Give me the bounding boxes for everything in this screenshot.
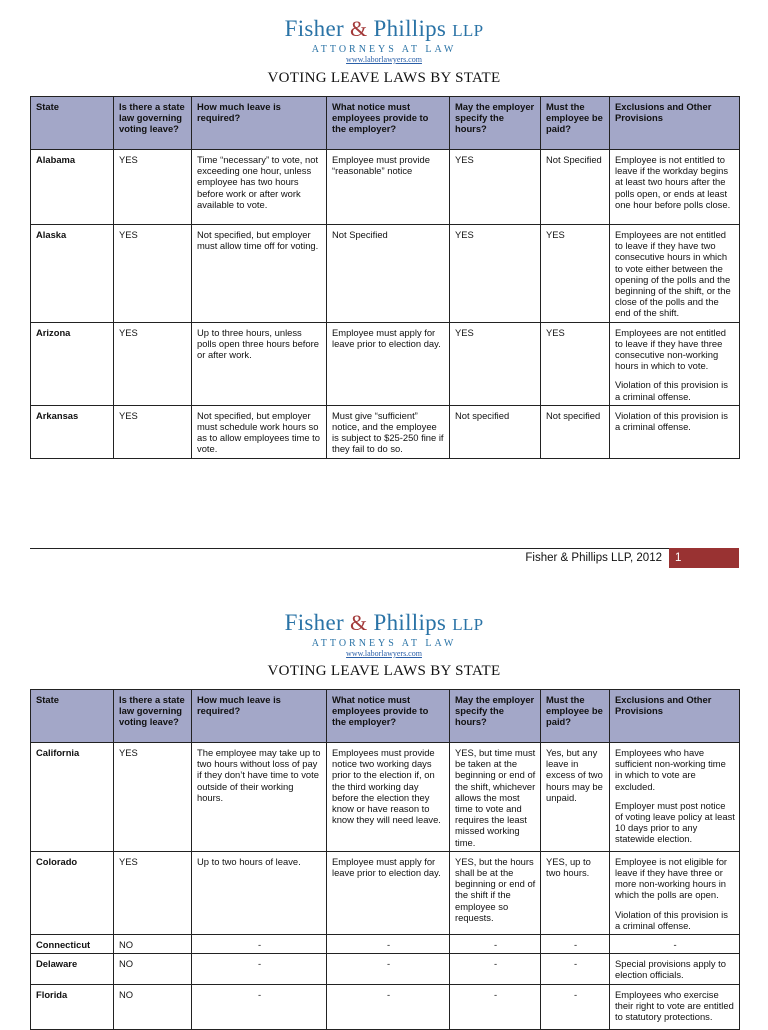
exclusions-cell: Employees who exercise their right to vote are entitled to statutory protections. [610,984,740,1029]
state-cell: Arizona [31,322,114,405]
table-row-delaware [31,954,740,984]
notice-cell: Employees must provide notice two working days prior to the election if, on the third working day before the election they know or have reason to know they will need leave. [327,743,450,852]
page-number-badge: 1 [669,548,739,568]
hours-cell: - [450,935,541,954]
state-cell: Alabama [31,150,114,225]
hours-cell: - [450,984,541,1029]
leave-cell: - [192,984,327,1029]
state-cell: Colorado [31,851,114,934]
page-title: VOTING LEAVE LAWS BY STATE [267,663,501,679]
firm-logo [0,610,768,659]
paid-cell: YES [541,322,610,405]
notice-cell: - [327,984,450,1029]
leave-cell: Time “necessary” to vote, not exceeding one hour, unless employee has two hours before work or after work available to vote. [192,150,327,225]
logo-url-link[interactable]: www.laborlawyers.com [346,55,422,64]
paid-cell: - [541,954,610,984]
footer-text: Fisher & Phillips LLP, 2012 [525,552,662,564]
column-header: May the employer specify the hours? [450,97,541,150]
logo-tagline: ATTORNEYS AT LAW [311,44,457,55]
voting-leave-table-page-1 [30,96,740,459]
table-row-connecticut [31,935,740,954]
exclusions-cell: Employee is not entitled to leave if the workday begins at least two hours after the polls open, or ends at least one hour before polls close. [610,150,740,225]
state-cell: Arkansas [31,405,114,458]
paid-cell: Not Specified [541,150,610,225]
table-row-colorado [31,851,740,934]
exclusions-cell: Employee is not eligible for leave if they have three or more non-working hours in which the polls are open. Violation of this provision is a criminal offense. [610,851,740,934]
column-header: May the employer specify the hours? [450,690,541,743]
table-header-row [31,690,740,743]
leave-cell: The employee may take up to two hours without loss of pay if they don’t have time to vote outside of their working hours. [192,743,327,852]
leave-cell: - [192,935,327,954]
column-header: Is there a state law governing voting leave? [114,690,192,743]
state-cell: Alaska [31,225,114,323]
column-header: Must the employee be paid? [541,690,610,743]
state-cell: Florida [31,984,114,1029]
paid-cell: - [541,935,610,954]
law-cell: YES [114,851,192,934]
exclusions-cell: Employees are not entitled to leave if they have two consecutive hours in which to vote either between the opening of the polls and the beginning of the shift, or the close of the polls and the end of the shift. [610,225,740,323]
state-cell: Connecticut [31,935,114,954]
logo-url-link[interactable]: www.laborlawyers.com [346,649,422,658]
hours-cell: YES [450,225,541,323]
law-cell: NO [114,954,192,984]
notice-cell: Employee must provide “reasonable” notice [327,150,450,225]
law-cell: NO [114,935,192,954]
footer-rule [30,548,669,549]
notice-cell: Employee must apply for leave prior to election day. [327,851,450,934]
paid-cell: Yes, but any leave in excess of two hours may be unpaid. [541,743,610,852]
table-row-alaska [31,225,740,323]
notice-cell: - [327,935,450,954]
hours-cell: YES, but the hours shall be at the beginning or end of the shift if the employee so requests. [450,851,541,934]
notice-cell: - [327,954,450,984]
law-cell: YES [114,225,192,323]
notice-cell: Employee must apply for leave prior to election day. [327,322,450,405]
paid-cell: Not specified [541,405,610,458]
logo-firm-name: Fisher & Phillips LLP [284,16,484,41]
notice-cell: Not Specified [327,225,450,323]
law-cell: YES [114,743,192,852]
column-header: State [31,97,114,150]
exclusions-cell: Employees who have sufficient non-working time in which to vote are excluded. Employer must post notice of voting leave policy at least 10 days prior to any statewide election. [610,743,740,852]
page-title: VOTING LEAVE LAWS BY STATE [267,70,501,86]
table-row-arkansas [31,405,740,458]
table-header-row [31,97,740,150]
paid-cell: YES [541,225,610,323]
paid-cell: - [541,984,610,1029]
exclusions-cell: - [610,935,740,954]
law-cell: NO [114,984,192,1029]
law-cell: YES [114,405,192,458]
hours-cell: Not specified [450,405,541,458]
state-cell: Delaware [31,954,114,984]
paid-cell: YES, up to two hours. [541,851,610,934]
hours-cell: - [450,954,541,984]
column-header: Exclusions and Other Provisions [610,97,740,150]
column-header: How much leave is required? [192,690,327,743]
document-page-2 [0,590,768,1024]
voting-leave-table-page-2 [30,689,740,1030]
column-header: Exclusions and Other Provisions [610,690,740,743]
column-header: What notice must employees provide to the employer? [327,97,450,150]
table-row-alabama [31,150,740,225]
leave-cell: Not specified, but employer must allow time off for voting. [192,225,327,323]
law-cell: YES [114,150,192,225]
column-header: Must the employee be paid? [541,97,610,150]
table-row-california [31,743,740,852]
firm-logo [0,16,768,65]
column-header: Is there a state law governing voting leave? [114,97,192,150]
column-header: What notice must employees provide to the employer? [327,690,450,743]
column-header: How much leave is required? [192,97,327,150]
exclusions-cell: Employees are not entitled to leave if they have three consecutive non-working hours in which to vote. Violation of this provision is a criminal offense. [610,322,740,405]
leave-cell: Not specified, but employer must schedule work hours so as to allow employees time to vote. [192,405,327,458]
column-header: State [31,690,114,743]
hours-cell: YES [450,322,541,405]
exclusions-cell: Violation of this provision is a criminal offense. [610,405,740,458]
table-row-arizona [31,322,740,405]
exclusions-cell: Special provisions apply to election officials. [610,954,740,984]
notice-cell: Must give “sufficient” notice, and the employee is subject to $25-250 fine if they fail to do so. [327,405,450,458]
hours-cell: YES [450,150,541,225]
hours-cell: YES, but time must be taken at the beginning or end of the shift, whichever allows the most time to vote and requires the least missed working time. [450,743,541,852]
leave-cell: - [192,954,327,984]
leave-cell: Up to two hours of leave. [192,851,327,934]
state-cell: California [31,743,114,852]
table-row-florida [31,984,740,1029]
leave-cell: Up to three hours, unless polls open three hours before or after work. [192,322,327,405]
logo-firm-name: Fisher & Phillips LLP [284,610,484,635]
law-cell: YES [114,322,192,405]
logo-tagline: ATTORNEYS AT LAW [311,638,457,649]
